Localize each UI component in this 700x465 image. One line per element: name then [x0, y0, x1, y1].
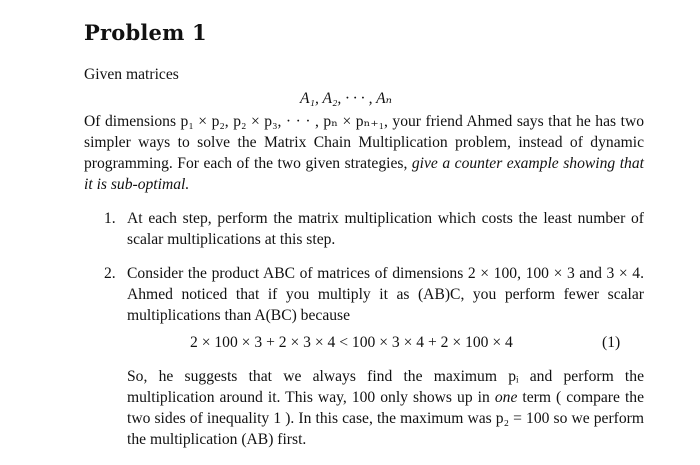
equation-number: (1) — [602, 334, 621, 351]
followup-text: So, he suggests that we always find the maximum pᵢ and perform the multiplication around it. This way, 100 only shows up in — [127, 368, 644, 406]
strategy-item-1 — [104, 208, 644, 250]
followup-text-end: term ( compare the two sides of inequality 1 ). In this case, the maximum was p₂ = 100 so we perform the multiplication (AB) first. — [127, 389, 644, 448]
problem-heading: Problem 1 — [84, 20, 207, 45]
item-text: Consider the product ABC of matrices of dimensions 2 × 100, 100 × 3 and 3 × 4. Ahmed noticed that if you multiply it as (AB)C, you perform fewer scalar multiplications than A(BC) because — [127, 265, 644, 324]
inequality-equation: 2 × 100 × 3 + 2 × 3 × 4 < 100 × 3 × 4 + 2 × 100 × 4 — [190, 334, 513, 351]
description-emphasis: give a counter example showing that it is sub-optimal. — [84, 155, 644, 193]
matrix-list: A₁, A₂, · · · , Aₙ — [300, 90, 392, 107]
description-text: Of dimensions p₁ × p₂, p₂ × p₃, · · · , pₙ × pₙ₊₁, your friend Ahmed says that he has two simpler ways to solve the Matrix Chain Multiplication problem, instead of dynamic programming. For each of the two given strategies, — [84, 113, 644, 172]
followup-emphasis: one — [494, 389, 518, 406]
item-number: 1. — [104, 210, 116, 227]
followup-paragraph — [127, 366, 644, 450]
strategy-item-2 — [104, 263, 644, 326]
item-text: At each step, perform the matrix multiplication which costs the least number of scalar multiplications at this step. — [127, 210, 644, 248]
item-number: 2. — [104, 265, 116, 282]
problem-description — [84, 111, 644, 195]
intro-text: Given matrices — [84, 66, 179, 83]
